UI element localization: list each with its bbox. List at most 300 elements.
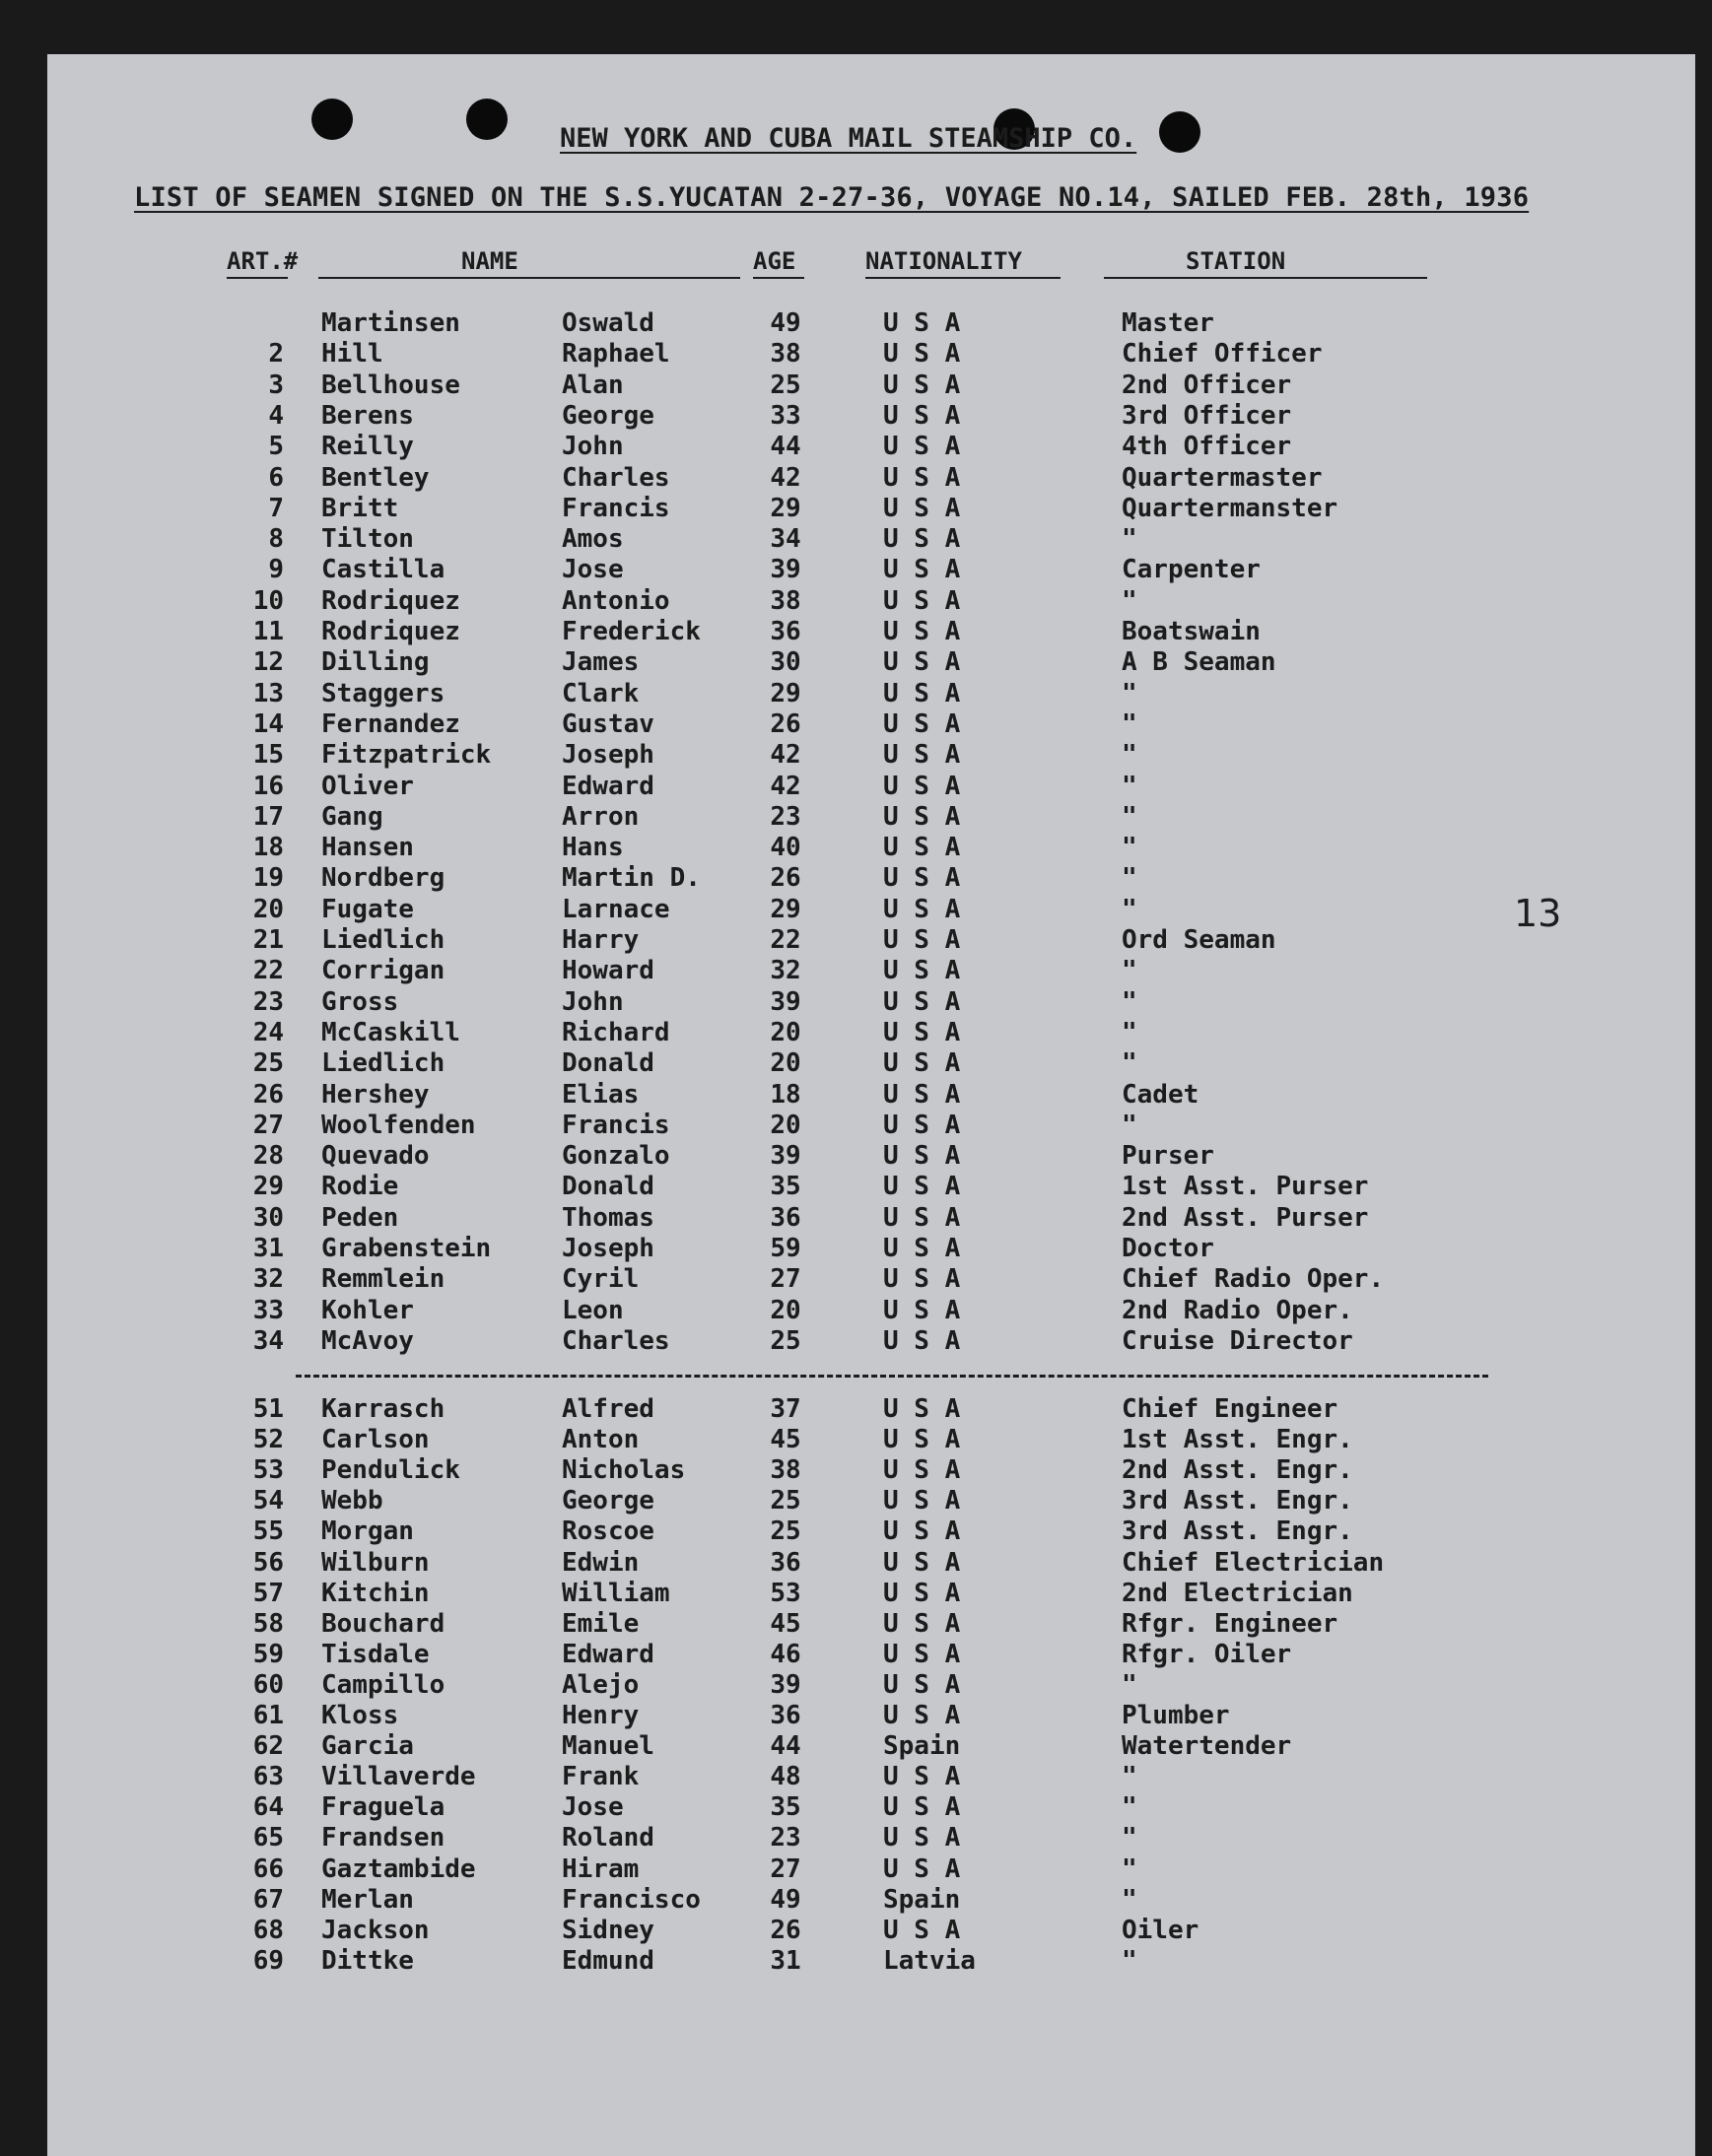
age: 32 — [770, 956, 801, 986]
art-number: 8 — [268, 524, 284, 555]
art-number: 21 — [252, 925, 284, 955]
crew-row — [47, 1326, 1695, 1356]
last-name: Hansen — [321, 833, 414, 863]
first-name: Joseph — [562, 740, 654, 771]
last-name: Gaztambide — [321, 1853, 476, 1884]
age: 22 — [770, 925, 801, 955]
art-number: 52 — [252, 1425, 284, 1455]
age: 18 — [770, 1079, 801, 1110]
crew-row — [47, 1516, 1695, 1546]
art-number: 56 — [252, 1547, 284, 1578]
nationality: U S A — [883, 462, 961, 493]
last-name: Merlan — [321, 1884, 414, 1915]
station: " — [1122, 863, 1137, 894]
crew-row — [47, 1048, 1695, 1078]
first-name: George — [562, 400, 654, 431]
age: 39 — [770, 1669, 801, 1700]
first-name: William — [562, 1578, 670, 1608]
age: 37 — [770, 1394, 801, 1424]
first-name: Larnace — [562, 894, 670, 924]
nationality: U S A — [883, 1823, 961, 1853]
art-number: 54 — [252, 1486, 284, 1516]
station: 1st Asst. Engr. — [1122, 1425, 1353, 1455]
age: 39 — [770, 1141, 801, 1172]
nationality: U S A — [883, 617, 961, 646]
art-number: 24 — [252, 1017, 284, 1047]
station: " — [1122, 1823, 1137, 1853]
last-name: Nordberg — [321, 863, 445, 894]
company-name: NEW YORK AND CUBA MAIL STEAMSHIP CO. — [560, 123, 1137, 154]
nationality: U S A — [883, 1202, 961, 1233]
first-name: Oswald — [562, 308, 654, 338]
crew-row — [47, 308, 1695, 338]
crew-row — [47, 555, 1695, 584]
nationality: U S A — [883, 1017, 961, 1047]
punch-hole — [466, 99, 508, 140]
first-name: Richard — [562, 1017, 670, 1047]
nationality: U S A — [883, 1079, 961, 1110]
age: 45 — [770, 1425, 801, 1455]
first-name: Frederick — [562, 617, 701, 646]
art-number: 66 — [252, 1853, 284, 1884]
crew-row — [47, 401, 1695, 431]
crew-row — [47, 617, 1695, 646]
nationality: U S A — [883, 370, 961, 400]
nationality: U S A — [883, 1547, 961, 1578]
art-number: 11 — [252, 617, 284, 646]
age: 36 — [770, 1547, 801, 1578]
station: Carpenter — [1122, 555, 1261, 585]
station: " — [1122, 524, 1137, 555]
crew-row — [47, 339, 1695, 369]
last-name: Martinsen — [321, 308, 460, 338]
station: 3rd Asst. Engr. — [1122, 1486, 1353, 1516]
column-header-name — [461, 247, 518, 287]
nationality: U S A — [883, 1172, 961, 1202]
column-header-art — [227, 247, 298, 287]
station: " — [1122, 1110, 1137, 1140]
station: Quartermanster — [1122, 493, 1338, 523]
last-name: Dittke — [321, 1945, 414, 1976]
last-name: Grabenstein — [321, 1234, 492, 1263]
last-name: Pendulick — [321, 1455, 460, 1486]
first-name: Raphael — [562, 339, 670, 370]
art-number: 34 — [252, 1325, 284, 1356]
first-name: Jose — [562, 555, 624, 585]
station: Chief Electrician — [1122, 1547, 1385, 1578]
column-header-age — [753, 247, 795, 287]
column-rule — [318, 277, 740, 279]
crew-row — [47, 1885, 1695, 1915]
nationality: U S A — [883, 1578, 961, 1608]
station: A B Seaman — [1122, 647, 1276, 678]
first-name: Edmund — [562, 1945, 654, 1976]
nationality: U S A — [883, 986, 961, 1017]
crew-row — [47, 1080, 1695, 1110]
age: 25 — [770, 1516, 801, 1547]
first-name: Gonzalo — [562, 1141, 670, 1172]
station: " — [1122, 771, 1137, 801]
age: 33 — [770, 400, 801, 431]
nationality: U S A — [883, 1295, 961, 1325]
art-number: 17 — [252, 801, 284, 832]
art-number: 23 — [252, 986, 284, 1017]
art-number: 22 — [252, 956, 284, 986]
nationality: U S A — [883, 1608, 961, 1639]
station: " — [1122, 1945, 1137, 1976]
section-divider — [296, 1375, 1488, 1378]
nationality: U S A — [883, 432, 961, 462]
art-number: 55 — [252, 1516, 284, 1547]
art-number: 2 — [268, 339, 284, 370]
crew-row — [47, 1296, 1695, 1325]
last-name: Gross — [321, 986, 399, 1017]
station: Master — [1122, 308, 1214, 338]
last-name: Rodriquez — [321, 617, 460, 646]
first-name: Thomas — [562, 1202, 654, 1233]
nationality: U S A — [883, 493, 961, 523]
nationality: U S A — [883, 1639, 961, 1669]
age: 44 — [770, 1731, 801, 1762]
nationality: U S A — [883, 740, 961, 771]
nationality: Spain — [883, 1884, 961, 1915]
crew-row — [47, 463, 1695, 493]
crew-row — [47, 1579, 1695, 1608]
column-header-nationality-label: NATIONALITY — [865, 247, 1022, 275]
last-name: Fitzpatrick — [321, 740, 492, 771]
station: " — [1122, 986, 1137, 1017]
art-number: 5 — [268, 432, 284, 462]
station: Chief Engineer — [1122, 1394, 1338, 1424]
crew-row — [47, 371, 1695, 400]
last-name: Rodriquez — [321, 585, 460, 616]
nationality: U S A — [883, 1048, 961, 1079]
nationality: U S A — [883, 956, 961, 986]
nationality: Latvia — [883, 1945, 976, 1976]
first-name: Jose — [562, 1792, 624, 1823]
nationality: U S A — [883, 771, 961, 801]
art-number: 65 — [252, 1823, 284, 1853]
nationality: U S A — [883, 1516, 961, 1547]
art-number: 12 — [252, 647, 284, 678]
first-name: Hiram — [562, 1853, 640, 1884]
age: 44 — [770, 432, 801, 462]
nationality: U S A — [883, 925, 961, 955]
nationality: U S A — [883, 833, 961, 863]
art-number: 26 — [252, 1079, 284, 1110]
station: Chief Radio Oper. — [1122, 1264, 1385, 1295]
nationality: U S A — [883, 678, 961, 708]
nationality: U S A — [883, 555, 961, 585]
last-name: Corrigan — [321, 956, 445, 986]
last-name: Kohler — [321, 1295, 414, 1325]
station: 2nd Electrician — [1122, 1578, 1353, 1608]
age: 26 — [770, 863, 801, 894]
age: 30 — [770, 647, 801, 678]
age: 49 — [770, 1884, 801, 1915]
page-number: 13 — [1514, 892, 1562, 935]
last-name: Liedlich — [321, 925, 445, 955]
age: 29 — [770, 493, 801, 523]
art-number: 33 — [252, 1295, 284, 1325]
crew-row — [47, 1916, 1695, 1945]
first-name: Cyril — [562, 1264, 640, 1295]
station: 4th Officer — [1122, 432, 1292, 462]
last-name: Castilla — [321, 555, 445, 585]
last-name: Fernandez — [321, 708, 460, 739]
last-name: Bentley — [321, 462, 430, 493]
crew-row — [47, 1640, 1695, 1669]
crew-row — [47, 1548, 1695, 1578]
first-name: Clark — [562, 678, 640, 708]
last-name: Jackson — [321, 1915, 430, 1945]
station: " — [1122, 1669, 1137, 1700]
first-name: Roland — [562, 1823, 654, 1853]
first-name: Edward — [562, 1639, 654, 1669]
art-number: 27 — [252, 1110, 284, 1140]
station: Plumber — [1122, 1701, 1230, 1730]
age: 38 — [770, 339, 801, 370]
crew-row — [47, 1264, 1695, 1294]
first-name: Edward — [562, 771, 654, 801]
first-name: Howard — [562, 956, 654, 986]
art-number: 7 — [268, 493, 284, 523]
crew-row — [47, 833, 1695, 862]
first-name: Martin D. — [562, 863, 701, 894]
first-name: Emile — [562, 1608, 640, 1639]
nationality: U S A — [883, 1264, 961, 1295]
first-name: Francis — [562, 1110, 670, 1140]
first-name: Francis — [562, 493, 670, 523]
first-name: Harry — [562, 925, 640, 955]
art-number: 57 — [252, 1578, 284, 1608]
age: 36 — [770, 617, 801, 646]
age: 20 — [770, 1110, 801, 1140]
nationality: U S A — [883, 1915, 961, 1945]
last-name: Wilburn — [321, 1547, 430, 1578]
nationality: U S A — [883, 1394, 961, 1424]
crew-row — [47, 956, 1695, 985]
station: Purser — [1122, 1141, 1214, 1172]
first-name: Frank — [562, 1762, 640, 1792]
first-name: John — [562, 986, 624, 1017]
age: 23 — [770, 1823, 801, 1853]
art-number: 61 — [252, 1701, 284, 1730]
nationality: U S A — [883, 863, 961, 894]
first-name: Nicholas — [562, 1455, 686, 1486]
crew-row — [47, 1792, 1695, 1822]
crew-row — [47, 987, 1695, 1017]
crew-row — [47, 524, 1695, 554]
station: 2nd Asst. Engr. — [1122, 1455, 1353, 1486]
last-name: Liedlich — [321, 1048, 445, 1079]
station: Rfgr. Engineer — [1122, 1608, 1338, 1639]
first-name: Arron — [562, 801, 640, 832]
first-name: Hans — [562, 833, 624, 863]
age: 35 — [770, 1172, 801, 1202]
station: Chief Officer — [1122, 339, 1323, 370]
crew-row — [47, 1670, 1695, 1700]
last-name: Reilly — [321, 432, 414, 462]
art-number: 51 — [252, 1394, 284, 1424]
art-number: 59 — [252, 1639, 284, 1669]
first-name: Gustav — [562, 708, 654, 739]
first-name: Donald — [562, 1172, 654, 1202]
last-name: Tilton — [321, 524, 414, 555]
crew-row — [47, 1018, 1695, 1047]
station: " — [1122, 585, 1137, 616]
crew-row — [47, 1854, 1695, 1884]
crew-row — [47, 1394, 1695, 1424]
column-header-nationality — [865, 247, 1022, 287]
age: 23 — [770, 801, 801, 832]
last-name: Oliver — [321, 771, 414, 801]
last-name: Woolfenden — [321, 1110, 476, 1140]
last-name: Fugate — [321, 894, 414, 924]
punch-hole — [1159, 111, 1200, 153]
crew-row — [47, 647, 1695, 677]
first-name: Sidney — [562, 1915, 654, 1945]
nationality: U S A — [883, 524, 961, 555]
age: 39 — [770, 555, 801, 585]
art-number: 67 — [252, 1884, 284, 1915]
column-rule — [753, 277, 804, 279]
art-number: 10 — [252, 585, 284, 616]
first-name: Roscoe — [562, 1516, 654, 1547]
art-number: 30 — [252, 1202, 284, 1233]
station: Quartermaster — [1122, 462, 1323, 493]
art-number: 62 — [252, 1731, 284, 1762]
age: 36 — [770, 1701, 801, 1730]
station: Doctor — [1122, 1234, 1214, 1263]
last-name: Hershey — [321, 1079, 430, 1110]
first-name: George — [562, 1486, 654, 1516]
crew-row — [47, 772, 1695, 801]
last-name: Kitchin — [321, 1578, 430, 1608]
nationality: U S A — [883, 1486, 961, 1516]
art-number: 9 — [268, 555, 284, 585]
station: 2nd Officer — [1122, 370, 1292, 400]
art-number: 64 — [252, 1792, 284, 1823]
crew-row — [47, 1141, 1695, 1171]
last-name: Tisdale — [321, 1639, 430, 1669]
last-name: Berens — [321, 400, 414, 431]
crew-row — [47, 1823, 1695, 1853]
art-number: 6 — [268, 462, 284, 493]
last-name: Webb — [321, 1486, 383, 1516]
crew-row — [47, 1172, 1695, 1201]
station: " — [1122, 894, 1137, 924]
art-number: 32 — [252, 1264, 284, 1295]
age: 27 — [770, 1264, 801, 1295]
crew-row — [47, 679, 1695, 708]
age: 29 — [770, 678, 801, 708]
column-header-station-label: STATION — [1186, 247, 1286, 275]
first-name: Leon — [562, 1295, 624, 1325]
last-name: Remmlein — [321, 1264, 445, 1295]
crew-row — [47, 494, 1695, 523]
column-header-station — [1186, 247, 1285, 287]
last-name: Campillo — [321, 1669, 445, 1700]
age: 42 — [770, 771, 801, 801]
punch-hole — [311, 99, 353, 140]
art-number: 3 — [268, 370, 284, 400]
age: 48 — [770, 1762, 801, 1792]
nationality: U S A — [883, 1853, 961, 1884]
crew-row — [47, 740, 1695, 770]
nationality: U S A — [883, 585, 961, 616]
age: 38 — [770, 585, 801, 616]
nationality: U S A — [883, 647, 961, 678]
column-header-name-label: NAME — [461, 247, 518, 275]
art-number: 18 — [252, 833, 284, 863]
first-name: Francisco — [562, 1884, 701, 1915]
document-page — [47, 54, 1695, 2156]
art-number: 16 — [252, 771, 284, 801]
first-name: Joseph — [562, 1234, 654, 1263]
art-number: 28 — [252, 1141, 284, 1172]
art-number: 53 — [252, 1455, 284, 1486]
crew-row — [47, 925, 1695, 955]
station: 3rd Asst. Engr. — [1122, 1516, 1353, 1547]
last-name: Morgan — [321, 1516, 414, 1547]
last-name: Frandsen — [321, 1823, 445, 1853]
art-number: 69 — [252, 1945, 284, 1976]
station: " — [1122, 708, 1137, 739]
crew-row — [47, 1203, 1695, 1233]
station: Ord Seaman — [1122, 925, 1276, 955]
station: Oiler — [1122, 1915, 1199, 1945]
station: 1st Asst. Purser — [1122, 1172, 1369, 1202]
crew-row — [47, 895, 1695, 924]
crew-row — [47, 1609, 1695, 1639]
first-name: Alejo — [562, 1669, 640, 1700]
last-name: Britt — [321, 493, 399, 523]
last-name: Hill — [321, 339, 383, 370]
crew-row — [47, 432, 1695, 461]
last-name: Rodie — [321, 1172, 399, 1202]
age: 29 — [770, 894, 801, 924]
first-name: Alan — [562, 370, 624, 400]
column-header-age-label: AGE — [753, 247, 796, 275]
age: 26 — [770, 1915, 801, 1945]
age: 25 — [770, 1325, 801, 1356]
station: " — [1122, 1884, 1137, 1915]
art-number: 60 — [252, 1669, 284, 1700]
station: Cruise Director — [1122, 1325, 1353, 1356]
age: 25 — [770, 370, 801, 400]
nationality: U S A — [883, 339, 961, 370]
age: 35 — [770, 1792, 801, 1823]
last-name: Karrasch — [321, 1394, 445, 1424]
station: " — [1122, 678, 1137, 708]
crew-row — [47, 1425, 1695, 1454]
station: 2nd Radio Oper. — [1122, 1295, 1353, 1325]
station: " — [1122, 1017, 1137, 1047]
age: 26 — [770, 708, 801, 739]
nationality: U S A — [883, 1762, 961, 1792]
age: 20 — [770, 1017, 801, 1047]
station: " — [1122, 1762, 1137, 1792]
first-name: Charles — [562, 462, 670, 493]
nationality: U S A — [883, 1234, 961, 1263]
nationality: U S A — [883, 400, 961, 431]
first-name: Anton — [562, 1425, 640, 1455]
first-name: Henry — [562, 1701, 640, 1730]
age: 20 — [770, 1295, 801, 1325]
first-name: James — [562, 647, 640, 678]
first-name: John — [562, 432, 624, 462]
